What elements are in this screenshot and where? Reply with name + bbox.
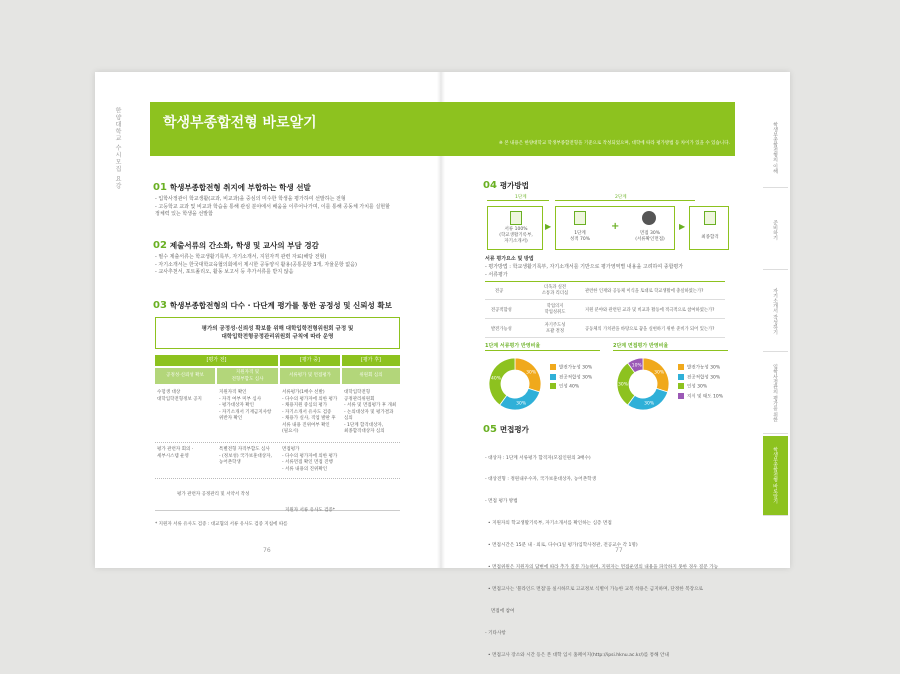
legend-swatch <box>678 383 684 389</box>
section-02-number: 02 <box>153 240 167 251</box>
legend-label: 지식 및 태도 10% <box>687 394 724 399</box>
section-01-heading: 학생부종합전형 취지에 부합하는 학생 선발 <box>169 183 311 192</box>
chapter-tab-active[interactable]: 학생부종합전형 바로알기 <box>763 436 788 516</box>
section-05-line: - 기타사항 <box>485 630 506 636</box>
table-cell: 지원자격 확인 - 자격 여부 미부 심사 - 평가대상자 확인 - 자기소개서 기재금지사항 위반자 확인 <box>219 390 272 421</box>
section-05-title <box>483 424 529 435</box>
step-document-box <box>487 206 543 250</box>
subheader-evaluation: 서류평가 및 면접평가 <box>280 368 340 384</box>
chapter-tab[interactable]: 학생부종합전형의 이해 <box>763 108 788 188</box>
table-cell: 특별전형 자격부합도 심사 - (정보성) 국가보훈대상자, 농어촌학생 <box>219 447 272 465</box>
pie1-title: 1단계 서류평가 반영비율 <box>485 343 541 349</box>
eval-row <box>485 320 725 338</box>
section-04-title <box>483 180 529 191</box>
legend-swatch <box>678 364 684 370</box>
legend-item <box>678 374 723 381</box>
legend-swatch <box>678 393 684 399</box>
arrow-icon: ▶ <box>679 222 686 231</box>
eval-area: 전공 <box>495 289 504 294</box>
subheader-fairness: 공정성·신뢰성 확보 <box>155 368 215 384</box>
subheader-qualification: 지원자격 및 전형부합도 심사 <box>217 368 278 384</box>
section-05-line: • 면접고사 장소와 시간 등은 본 대학 입시 홈페이지(http://ipsi.hknu.ac.kr/)를 통해 안내 <box>485 652 669 658</box>
legend-label: 전공적합성 30% <box>559 375 593 380</box>
legend-label: 발전가능성 30% <box>559 365 593 371</box>
pie2-title: 2단계 면접평가 반영비율 <box>613 343 669 349</box>
eval-method: - 평가방법 : 학교생활기록부, 자기소개서를 기반으로 평가영역별 내용을 고려하여 종합평가 <box>485 264 684 270</box>
principle-line: 평가의 공정성·신뢰성 확보를 위해 대학입학전형위원회 규정 및 <box>201 326 354 332</box>
table-cell: 대학입학전형 공정관리위원회 - 서류 및 면접평가 후 개최 - 논의대상자 및 평가결과 심의 - 1단계 합격대상자, 최종합격대상자 심의 <box>344 390 397 434</box>
legend-item <box>678 383 723 390</box>
principle-line: 대학입학전형공정관리위원회 규칙에 따라 운영 <box>221 334 334 340</box>
legend-swatch <box>550 383 556 389</box>
section-05-heading: 면접평가 <box>499 425 529 434</box>
eval-item: 더욱과 실전 소통과 리더십 <box>541 285 569 296</box>
pie-slice-label: 30% <box>654 370 665 376</box>
eval-desc: 공동체의 가치관을 바탕으로 꿈을 실현하기 위한 준비가 되어 있는가? <box>585 327 715 332</box>
interview-icon <box>642 211 656 225</box>
pie-slice-label: 30% <box>617 382 629 388</box>
section-01-body <box>155 196 390 219</box>
section-05-line: 면접에 참여 <box>485 608 515 614</box>
pie-slice <box>628 388 668 410</box>
section-02-line: - 필수 제출서류는 학교생활기록부, 자기소개서, 지원자격 관련 자료(해당 전형) <box>155 254 327 260</box>
subheader-committee: 위원회 심의 <box>342 368 400 384</box>
section-01-line: 정체력 있는 학생을 선발함 <box>155 211 213 217</box>
section-05-line: • 면접고사는 '블라인드 면접'을 실시하므로 고교정보 식별이 가능한 교복 착용은 금지하며, 단정한 복장으로 <box>485 586 703 592</box>
section-05-line: - 면접 평가 방법 <box>485 499 518 505</box>
plus-sign: + <box>611 221 620 232</box>
page-title: 학생부종합전형 바로알기 <box>163 115 317 131</box>
eval-desc: 지원 분야와 관련된 교과 및 비교과 활동에 적극적으로 참여하였는가? <box>585 308 715 313</box>
pie1-chart <box>485 354 545 414</box>
pie-slice <box>500 388 540 410</box>
table-cell: 지원자 서류 유사도 검증* <box>285 508 336 513</box>
section-01-number: 01 <box>153 182 167 193</box>
eval-desc: 관련한 인재와 공동체 이식을 토대로 학교생활에 충실하였는가? <box>585 289 704 294</box>
principle-box <box>155 317 400 349</box>
notice-text: ※ 본 내용은 한양대학교 학생부종합전형을 기준으로 작성되었으며, 대학에 따라 평가방법 등 차이가 있을 수 있습니다. <box>499 141 730 146</box>
chapter-tab[interactable]: 준비하기 <box>763 190 788 270</box>
table-cell: 서류평가(1배수 선발) - 다수의 평가자에 의한 평가 - 채용지원 중심의 평가 - 자기소개서 유사도 검증 - 채용가 실사, 직업 발판 후 서류 내용 진위여부 확인 (필요시) <box>282 390 338 434</box>
eval-title: 서류 평가요소 및 방법 <box>485 256 534 262</box>
pie2-legend <box>678 364 723 402</box>
legend-item <box>550 374 592 381</box>
pie1-legend <box>550 364 592 393</box>
pie2-chart <box>613 354 673 414</box>
chapter-tab[interactable]: 자기소개서 작성하기 <box>763 272 788 352</box>
legend-item <box>550 364 592 371</box>
eval-item: 학업의지 학업성취도 <box>544 304 566 315</box>
page-number-right: 77 <box>615 547 623 554</box>
section-02-title <box>153 240 319 251</box>
legend-label: 인성 30% <box>687 384 708 390</box>
section-02-heading: 제출서류의 간소화, 학생 및 교사의 부담 경감 <box>169 241 319 250</box>
section-03-title <box>153 300 392 311</box>
eval-area: 전공적합성 <box>491 308 512 313</box>
legend-item <box>550 383 592 390</box>
section-03-number: 03 <box>153 300 167 311</box>
legend-swatch <box>550 364 556 370</box>
step-label: 1단계 성적 70% <box>569 231 591 242</box>
arrow-icon: ▶ <box>545 222 552 231</box>
legend-swatch <box>550 374 556 380</box>
section-05-number: 05 <box>483 424 497 435</box>
section-05-line: • 지원자의 학교생활기록부, 자기소개서를 확인하는 심층 면접 <box>485 521 612 527</box>
legend-label: 전공적합성 30% <box>687 375 721 380</box>
eval-area: 발전가능성 <box>491 327 512 332</box>
header-during: [평가 중] <box>280 355 340 366</box>
section-05-line: - 대상전형 : 정원내우수자, 국가보훈대상자, 농어촌학생 <box>485 477 597 483</box>
pie-slice-label: 30% <box>516 401 527 407</box>
table-cell: 평가 관련자 회의 · 세부시스템 운영 <box>157 447 194 459</box>
eval-item: 자기주도성 포괄 결정 <box>544 323 566 334</box>
step-score-box <box>555 206 675 250</box>
section-05-line: • 면접시간은 15분 내 · 외로, 다수(1일 평가)입학사정관, 전공교수 각 1명) <box>485 543 638 549</box>
chapter-tabs <box>763 108 788 518</box>
page-number-left: 76 <box>263 547 271 554</box>
section-04-heading: 평가방법 <box>499 181 529 190</box>
legend-item <box>678 364 723 371</box>
legend-label: 인성 40% <box>559 384 580 390</box>
header-after: [평가 후] <box>342 355 400 366</box>
section-02-line: - 자기소개서는 한국대학교육협의회에서 제시한 공동양식 활용(공통문항 3개, 자율문항 없음) <box>155 261 357 268</box>
chapter-tab[interactable]: 입학사정관의 평가를 위한 <box>763 354 788 434</box>
legend-item <box>678 393 723 400</box>
pie-slice-label: 40% <box>490 376 501 382</box>
stage1-label: 1단계 <box>515 195 527 200</box>
section-05-line: • 면접위원은 지원자의 답변에 따라 추가 질문 가능하며, 지원자는 면접운영의 내용을 파악하지 못한 경우 질문 가능 <box>485 565 719 571</box>
section-05-body <box>485 440 718 674</box>
left-vertical-title: 한양대학교 수시모집 요강 <box>114 107 121 190</box>
section-02-body <box>155 254 357 277</box>
score-icon <box>574 211 586 225</box>
stage2-label: 2단계 <box>615 195 627 200</box>
pie-slice-label: 10% <box>631 363 642 369</box>
section-02-line: - 교사추천서, 포트폴리오, 활동 보고서 등 추가서류를 받지 않음 <box>155 269 294 275</box>
section-05-line: - 대상자 : 1단계 서류평가 합격자(모집인원의 3배수) <box>485 455 591 461</box>
footnote: * 지원자 서류 유사도 검증 : 대교협의 서류 유사도 검증 지침에 따름 <box>155 522 288 527</box>
section-04-number: 04 <box>483 180 497 191</box>
eval-row <box>485 301 725 319</box>
header-before: [평가 전] <box>155 355 278 366</box>
step-label: 서류 100% (학교생활기록부, 자기소개서) <box>499 227 533 244</box>
eval-sub: - 서류평가 <box>485 272 508 278</box>
certificate-icon <box>704 211 716 225</box>
table-cell: 면접평가 - 다수의 평가자에 의한 평가 - 서류면접 확인 면접 진행 - 서류 내용의 진위확인 <box>282 447 338 472</box>
legend-label: 발전가능성 30% <box>687 365 721 371</box>
section-01-title <box>153 182 311 193</box>
pie-slice-label: 30% <box>644 401 655 407</box>
book-spread <box>95 72 790 658</box>
eval-row <box>485 282 725 300</box>
table-cell: 수험생 대상 대학입학전형정보 공지 <box>157 390 202 402</box>
document-icon <box>510 211 522 225</box>
step-label: 최종합격 <box>701 235 719 240</box>
table-cell: 평가 관련자 공정관리 및 서약서 작성 <box>177 492 250 497</box>
section-01-line: - 고등학교 교과 및 비교과 학습을 통해 관심 분야에서 배움을 이루어나가며, 이를 통해 공동체 가치를 실현할 <box>155 203 390 210</box>
section-01-line: - 입학사정관이 학교생활(교과, 비교과)을 중심의 미수한 학생을 평가하여 선발하는 전형 <box>155 196 346 202</box>
step-final-box <box>689 206 729 250</box>
section-03-heading: 학생부종합전형의 다수 · 다단계 평가를 통한 공정성 및 신뢰성 확보 <box>169 301 392 310</box>
step-label: 면접 30% (서류확인면접) <box>635 231 665 242</box>
pie-slice-label: 30% <box>526 370 537 376</box>
legend-swatch <box>678 374 684 380</box>
